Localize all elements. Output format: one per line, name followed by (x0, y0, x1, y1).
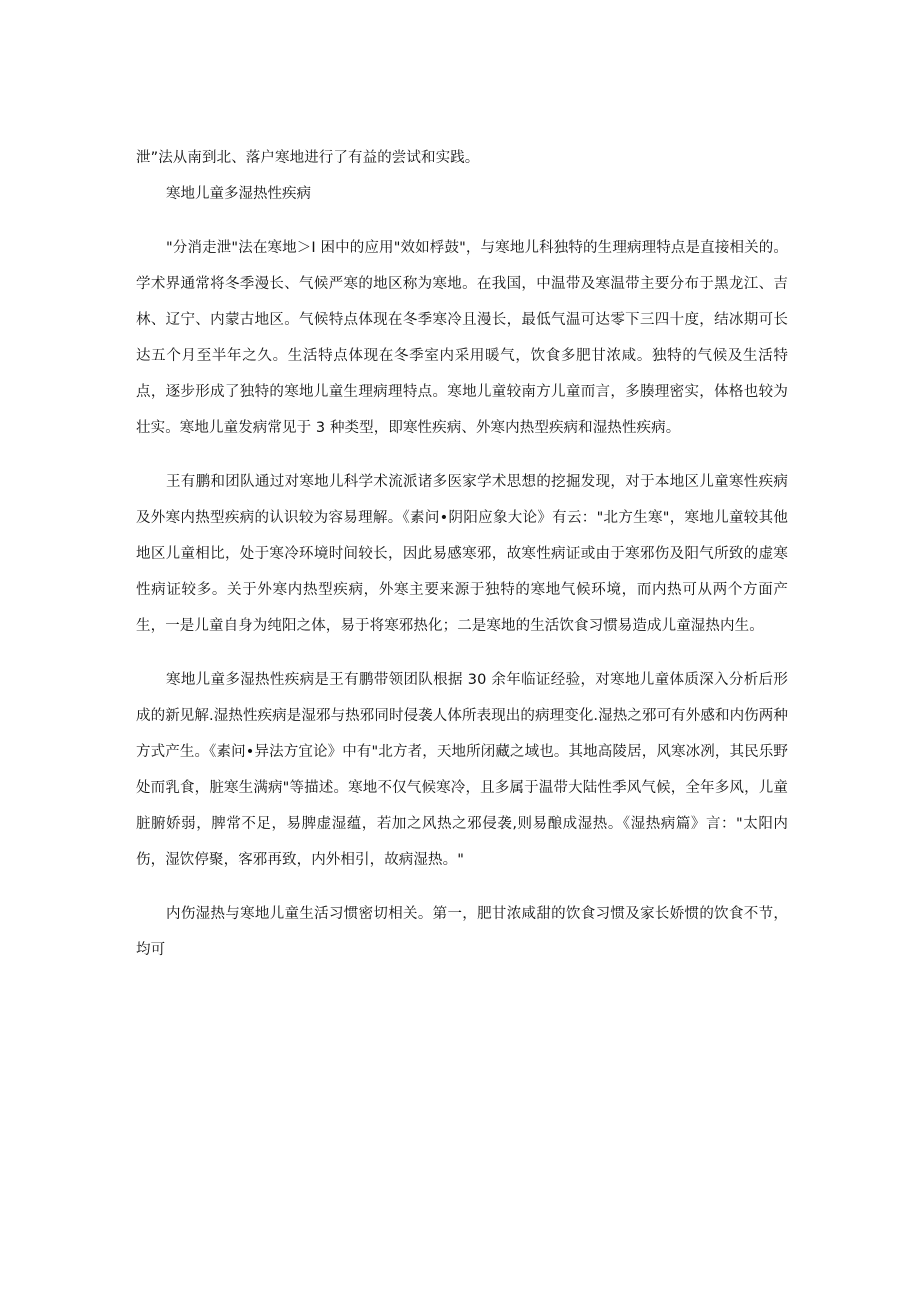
paragraph: "分消走泄"法在寒地＞I 困中的应用"效如桴鼓"，与寒地儿科独特的生理病理特点是直接相关的。学术界通常将冬季漫长、气候严寒的地区称为寒地。在我国，中温带及寒温带主要分布于黑龙江、吉林、辽宁、内蒙古地区。气候特点体现在冬季寒冷且漫长，最低气温可达零下三四十度，结冰期可长达五个月至半年之久。生活特点体现在冬季室内采用暖气，饮食多肥甘浓咸。独特的气候及生活特点，逐步形成了独特的寒地儿童生理病理特点。寒地儿童较南方儿童而言，多腠理密实，体格也较为壮实。寒地儿童发病常见于 3 种类型，即寒性疾病、外寒内热型疾病和湿热性疾病。 (136, 240, 788, 436)
section-heading: 寒地儿童多湿热性疾病 (166, 186, 311, 202)
paragraph: 王有鹏和团队通过对寒地儿科学术流派诸多医家学术思想的挖掘发现，对于本地区儿童寒性疾病及外寒内热型疾病的认识较为容易理解。《素问•阴阳应象大论》有云："北方生寒"，寒地儿童较其他地区儿童相比，处于寒冷环境时间较长，因此易感寒邪，故寒性病证或由于寒邪伤及阳气所致的虚寒性病证较多。关于外寒内热型疾病，外寒主要来源于独特的寒地气候环境，而内热可从两个方面产生，一是儿童自身为纯阳之体，易于将寒邪热化；二是寒地的生活饮食习惯易造成儿童湿热内生。 (136, 474, 788, 634)
paragraph: 寒地儿童多湿热性疾病是王有鹏带领团队根据 30 余年临证经验，对寒地儿童体质深入分析后形成的新见解.湿热性疾病是湿邪与热邪同时侵袭人体所表现出的病理变化.湿热之邪可有外感和内伤两种方式产生。《素问•异法方宜论》中有"北方者，天地所闭藏之域也。其地高陵居，风寒冰冽，其民乐野处而乳食，脏寒生满病"等描述。寒地不仅气候寒冷，且多属于温带大陆性季风气候，全年多风，儿童脏腑娇弱，脾常不足，易脾虚湿蕴，若加之风热之邪侵袭,则易酿成湿热。《湿热病篇》言："太阳内伤，湿饮停聚，客邪再致，内外相引，故病湿热。" (136, 672, 788, 868)
paragraph: 内伤湿热与寒地儿童生活习惯密切相关。第一，肥甘浓咸甜的饮食习惯及家长娇惯的饮食不节，均可 (136, 906, 788, 958)
paragraph-continuation: 泄”法从南到北、落户寒地进行了有益的尝试和实践。 (136, 150, 480, 166)
document-page (136, 140, 788, 968)
